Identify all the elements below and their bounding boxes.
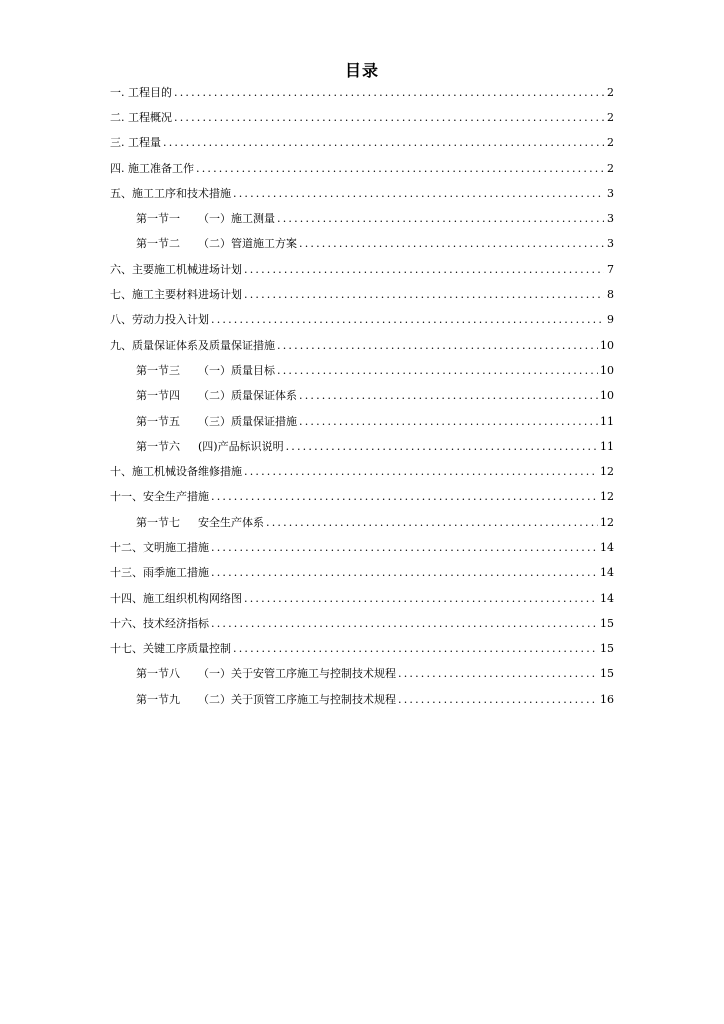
toc-entry-text: 五、施工工序和技术措施 [110,186,231,200]
toc-dot-leader [163,136,604,150]
toc-dot-leader [244,592,598,606]
toc-entry[interactable] [110,282,614,307]
toc-list [110,80,614,712]
toc-dot-leader [244,465,598,479]
toc-page-number: 3 [607,237,614,251]
toc-page-number: 12 [600,465,614,479]
toc-page-number: 11 [600,439,614,453]
toc-dot-leader [299,415,598,429]
toc-page-number: 2 [607,161,614,175]
toc-entry-label [110,592,242,606]
toc-entry-text: 十、施工机械设备维修措施 [110,465,242,479]
toc-dot-leader [277,364,598,378]
toc-entry-text: 四. 施工准备工作 [110,161,194,175]
toc-entry-label [110,136,161,150]
toc-entry-text: 二. 工程概况 [110,110,172,124]
toc-entry-text: 十一、安全生产措施 [110,490,209,504]
toc-entry[interactable] [110,459,614,484]
toc-entry-label [110,566,209,580]
toc-page-number: 2 [607,110,614,124]
toc-entry[interactable] [110,485,614,510]
toc-dot-leader [277,339,598,353]
toc-dot-leader [277,212,604,226]
toc-entry-text: 十六、技术经济指标 [110,616,209,630]
toc-page-number: 14 [600,566,614,580]
toc-entry-label [110,187,231,201]
toc-entry-text: （二）质量保证体系 [198,389,297,403]
toc-page-number: 10 [600,363,614,377]
toc-entry-text: 十二、文明施工措施 [110,540,209,554]
toc-entry[interactable] [110,156,614,181]
toc-entry[interactable] [110,611,614,636]
toc-entry-text: 八、劳动力投入计划 [110,313,209,327]
toc-dot-leader [211,490,598,504]
toc-entry[interactable] [110,586,614,611]
toc-entry[interactable] [110,561,614,586]
toc-dot-leader [196,162,604,176]
toc-dot-leader [211,313,604,327]
toc-entry[interactable] [110,80,614,105]
toc-dot-leader [398,667,598,681]
toc-dot-leader [299,237,604,251]
toc-page-number: 11 [600,414,614,428]
toc-page-number: 7 [607,262,614,276]
toc-page-number: 15 [600,616,614,630]
toc-entry-label [110,642,231,656]
toc-entry-label [136,237,297,251]
toc-entry-text: 七、施工主要材料进场计划 [110,288,242,302]
toc-entry[interactable] [110,206,614,231]
toc-dot-leader [174,111,604,125]
toc-page-number: 15 [600,667,614,681]
toc-entry[interactable] [110,358,614,383]
toc-dot-leader [299,389,598,403]
toc-entry-label [136,516,264,530]
toc-entry[interactable] [110,637,614,662]
toc-entry-label [110,541,209,555]
toc-entry-label [136,364,275,378]
toc-entry[interactable] [110,181,614,206]
toc-entry-section: 第一节四 [136,389,180,403]
toc-dot-leader [233,642,598,656]
toc-entry-text: 十三、雨季施工措施 [110,566,209,580]
toc-entry-label [110,490,209,504]
toc-entry-label [110,465,242,479]
toc-entry-text: （一）施工测量 [198,212,275,226]
toc-page-number: 12 [600,515,614,529]
toc-page-number: 3 [607,212,614,226]
toc-entry-text: 十七、关键工序质量控制 [110,642,231,656]
toc-dot-leader [211,566,598,580]
toc-entry-label [110,339,275,353]
toc-entry[interactable] [110,384,614,409]
toc-entry-text: （二）关于顶管工序施工与控制技术规程 [198,692,396,706]
toc-entry-text: 十四、施工组织机构网络图 [110,591,242,605]
toc-entry[interactable] [110,105,614,130]
toc-entry-text: 三. 工程量 [110,136,161,150]
toc-entry[interactable] [110,687,614,712]
toc-page-number: 15 [600,642,614,656]
toc-entry[interactable] [110,257,614,282]
toc-entry[interactable] [110,662,614,687]
toc-entry-text: (四)产品标识说明 [198,439,284,453]
toc-dot-leader [398,693,598,707]
toc-entry-label [110,313,209,327]
toc-entry-label [110,86,172,100]
toc-entry[interactable] [110,510,614,535]
toc-page-number: 9 [607,313,614,327]
toc-entry-section: 第一节一 [136,212,180,226]
toc-page-number: 2 [607,85,614,99]
toc-entry[interactable] [110,131,614,156]
toc-entry-text: 一. 工程目的 [110,85,172,99]
toc-entry[interactable] [110,409,614,434]
toc-page-number: 14 [600,540,614,554]
toc-entry-section: 第一节九 [136,692,180,706]
toc-entry-section: 第一节六 [136,439,180,453]
toc-entry-text: （二）管道施工方案 [198,237,297,251]
toc-entry-label [110,111,172,125]
toc-page-number: 14 [600,591,614,605]
toc-entry-text: （一）关于安管工序施工与控制技术规程 [198,667,396,681]
toc-page-number: 2 [607,136,614,150]
toc-entry[interactable] [110,535,614,560]
toc-entry-text: （一）质量目标 [198,363,275,377]
toc-entry-label [136,415,297,429]
toc-entry[interactable] [110,333,614,358]
toc-dot-leader [244,263,604,277]
toc-entry[interactable] [110,308,614,333]
toc-entry-section: 第一节二 [136,237,180,251]
toc-entry-text: 九、质量保证体系及质量保证措施 [110,338,275,352]
toc-entry-label [136,389,297,403]
toc-entry-label [136,440,284,454]
toc-dot-leader [244,288,604,302]
toc-page-number: 8 [607,288,614,302]
toc-page-number: 10 [600,389,614,403]
toc-entry-label [110,263,242,277]
toc-dot-leader [266,516,598,530]
toc-dot-leader [211,541,598,555]
toc-entry-label [110,288,242,302]
toc-page-number: 12 [600,490,614,504]
toc-page-number: 3 [607,186,614,200]
toc-dot-leader [286,440,598,454]
toc-entry[interactable] [110,232,614,257]
toc-entry-text: 安全生产体系 [198,515,264,529]
toc-entry-section: 第一节五 [136,414,180,428]
toc-entry-label [136,693,396,707]
toc-entry[interactable] [110,434,614,459]
toc-entry-label [136,212,275,226]
toc-entry-text: 六、主要施工机械进场计划 [110,262,242,276]
toc-dot-leader [233,187,604,201]
toc-entry-label [136,667,396,681]
toc-entry-section: 第一节三 [136,363,180,377]
toc-dot-leader [174,86,604,100]
toc-entry-label [110,162,194,176]
toc-page-number: 10 [600,338,614,352]
toc-dot-leader [211,617,598,631]
toc-entry-section: 第一节八 [136,667,180,681]
toc-entry-section: 第一节七 [136,515,180,529]
toc-page-number: 16 [600,692,614,706]
toc-entry-label [110,617,209,631]
toc-title: 目录 [344,61,379,80]
toc-entry-text: （三）质量保证措施 [198,414,297,428]
